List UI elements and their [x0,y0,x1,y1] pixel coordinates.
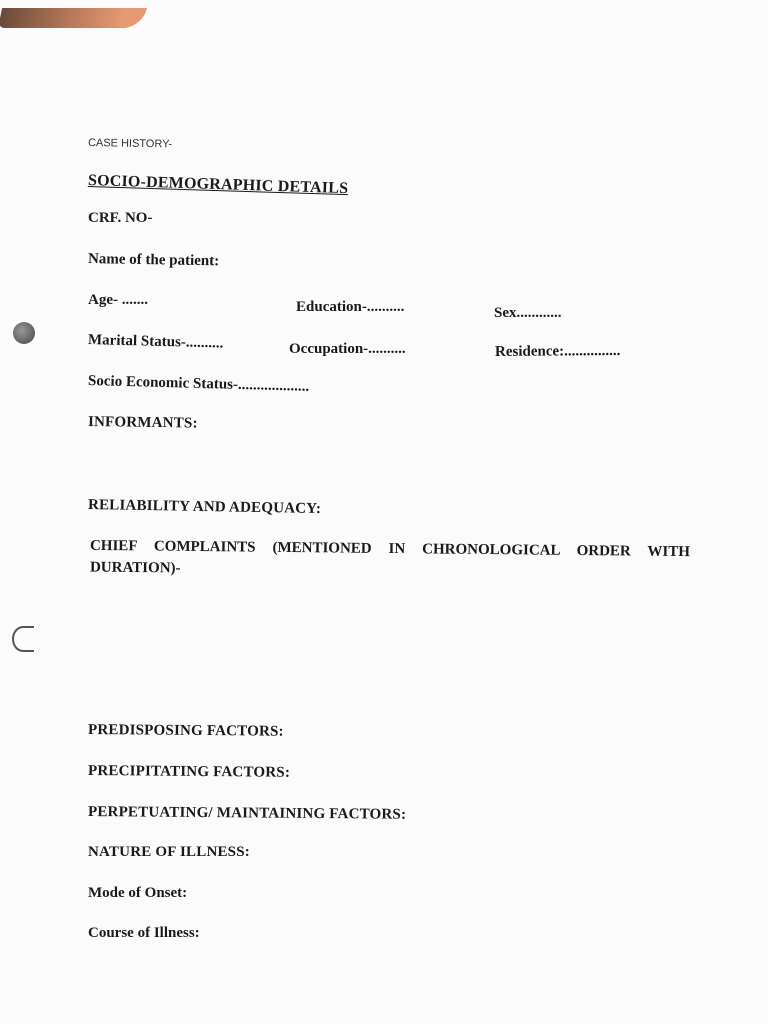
chief-complaints-duration: DURATION)- [89,559,181,577]
punch-hole-icon [12,626,34,652]
nature-of-illness-heading: NATURE OF ILLNESS: [88,844,250,860]
punch-hole-icon [13,322,35,344]
section-title: SOCIO-DEMOGRAPHIC DETAILS [87,172,349,198]
residence-field: Residence:............... [494,342,621,360]
education-field: Education-.......... [296,299,405,315]
sex-field: Sex............ [494,305,562,321]
mode-of-onset-field: Mode of Onset: [88,885,188,901]
finger-photo-artifact [0,8,147,28]
occupation-field: Occupation-.......... [289,341,406,357]
crf-no-field: CRF. NO- [88,210,153,226]
age-field: Age- ....... [88,292,148,308]
patient-name-field: Name of the patient: [87,251,220,270]
chief-complaints-heading: CHIEF COMPLAINTS (MENTIONED IN CHRONOLOGICAL ORDER WITH [89,537,691,561]
predisposing-factors-heading: PREDISPOSING FACTORS: [87,722,284,740]
precipitating-factors-heading: PRECIPITATING FACTORS: [87,763,291,781]
informants-heading: INFORMANTS: [87,414,198,432]
socio-economic-status-field: Socio Economic Status-................... [87,373,310,395]
perpetuating-factors-heading: PERPETUATING/ MAINTAINING FACTORS: [87,804,407,823]
case-history-label: CASE HISTORY- [87,137,173,151]
course-of-illness-field: Course of Illness: [88,925,200,941]
reliability-heading: RELIABILITY AND ADEQUACY: [87,497,322,518]
marital-status-field: Marital Status-.......... [87,332,224,352]
